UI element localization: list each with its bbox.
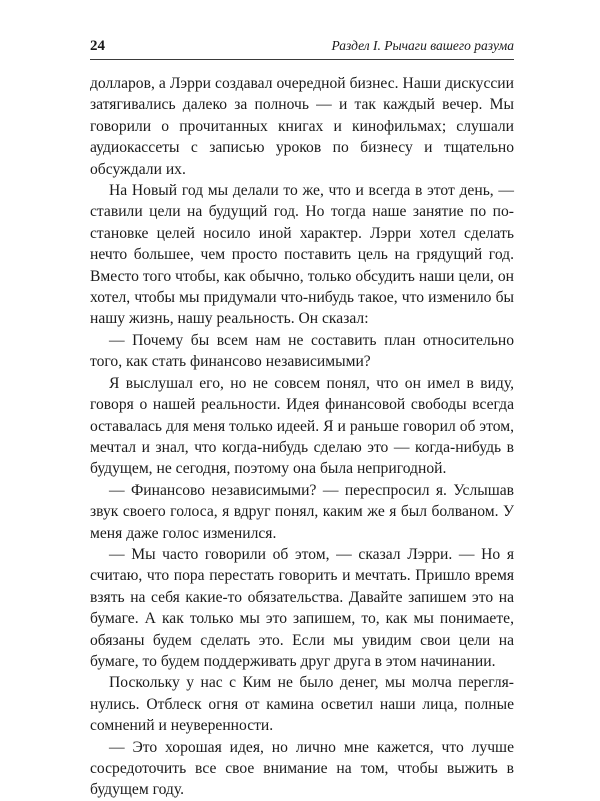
running-header <box>90 38 514 60</box>
paragraph: — Это хорошая идея, но лично мне кажется, что лучше сосредоточить все свое внимание на том, чтобы выжить в будущем году. <box>90 738 514 799</box>
paragraph: На Новый год мы делали то же, что и всегда в этот день, — ставили цели на будущий год. Но тогда наше занятие по постановке целей носило иной характер. Лэрри хотел сделать нечто большее, чем просто поставить цель на грядущий год. Вместо того чтобы, как обычно, только обсудить наши цели, он хотел, чтобы мы придумали что-нибудь такое, что изменило бы нашу жизнь, нашу реальность. Он сказал: <box>90 182 514 328</box>
section-title: Раздел I. Рычаги вашего разума <box>331 38 514 53</box>
paragraph: долларов, а Лэрри создавал очередной бизнес. Наши дискуссии затягивались далеко за полночь — и так каждый вечер. Мы говорили о прочитанных книгах и кинофильмах; слушали аудиокассеты с записью уроков по бизнесу и тщательно обсуждали их. <box>90 75 514 178</box>
book-page <box>90 38 514 801</box>
paragraph: — Финансово независимыми? — переспросил я. Услышав звук своего голоса, я вдруг понял, каким же я был болваном. У меня даже голос изменился. <box>90 481 514 542</box>
page-number: 24 <box>90 38 105 54</box>
paragraph: — Почему бы всем нам не составить план относительно того, как стать финансово независимыми? <box>90 331 514 371</box>
paragraph: Я выслушал его, но не совсем понял, что он имел в виду, говоря о нашей реальности. Идея финансовой свободы всегда оставалась для меня только идеей. Я и раньше говорил об этом, мечтал и знал, что когда-нибудь сделаю это — когда-нибудь в будущем, не сегодня, поэтому она была непригодной. <box>90 374 514 478</box>
paragraph: Поскольку у нас с Ким не было денег, мы молча переглянулись. Отблеск огня от камина осветил наши лица, полные сомнений и неуверенности. <box>90 674 514 735</box>
body-text <box>90 73 514 801</box>
paragraph: — Мы часто говорили об этом, — сказал Лэрри. — Но я считаю, что пора перестать говорить и мечтать. Пришло время взять на себя какие-то обязательства. Давайте запишем это на бумаге. А как только мы это запишем, то, как мы понимаете, обязаны будем сделать это. Если мы увидим свои цели на бумаге, то будем поддерживать друг друга в этом начинании. <box>90 545 514 670</box>
